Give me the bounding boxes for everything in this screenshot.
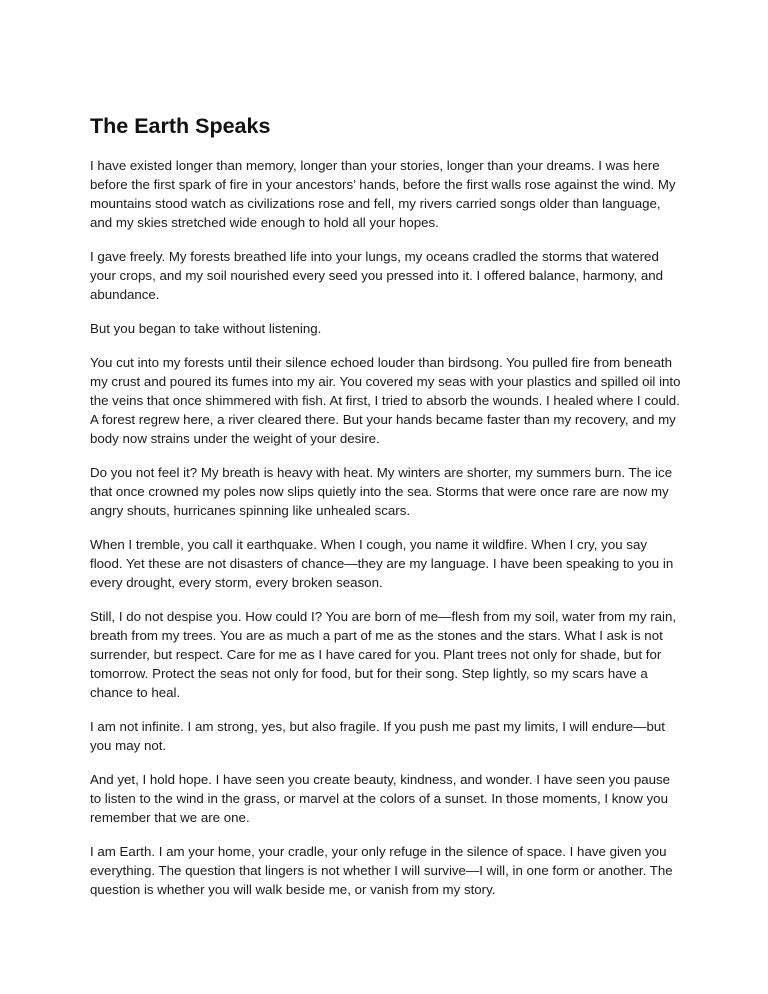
paragraph: I am not infinite. I am strong, yes, but also fragile. If you push me past my limits, I will endure—but you may not.: [90, 719, 665, 753]
paragraph: But you began to take without listening.: [90, 321, 322, 336]
document-title: The Earth Speaks: [90, 114, 271, 138]
document-page: [90, 112, 682, 914]
paragraph: You cut into my forests until their silence echoed louder than birdsong. You pulled fire from beneath my crust and poured its fumes into my air. You covered my seas with your plastics and spilled oil into the veins that once shimmered with fish. At first, I tried to absorb the wounds. I healed where I could. A forest regrew here, a river cleared there. But your hands became faster than my recovery, and my body now strains under the weight of your desire.: [90, 355, 681, 446]
paragraph: Do you not feel it? My breath is heavy with heat. My winters are shorter, my summers burn. The ice that once crowned my poles now slips quietly into the sea. Storms that were once rare are now my angry shouts, hurricanes spinning like unhealed scars.: [90, 465, 673, 518]
paragraph: I gave freely. My forests breathed life into your lungs, my oceans cradled the storms that watered your crops, and my soil nourished every seed you pressed into it. I offered balance, harmony, and abundance.: [90, 249, 664, 302]
paragraph: I have existed longer than memory, longer than your stories, longer than your dreams. I was here before the first spark of fire in your ancestors’ hands, before the first walls rose against the wind. My mountains stood watch as civilizations rose and fell, my rivers carried songs older than language, and my skies stretched wide enough to hold all your hopes.: [90, 158, 676, 230]
paragraph: I am Earth. I am your home, your cradle, your only refuge in the silence of space. I have given you everything. The question that lingers is not whether I will survive—I will, in one form or another. The question is whether you will walk beside me, or vanish from my story.: [90, 844, 673, 897]
paragraph: Still, I do not despise you. How could I? You are born of me—flesh from my soil, water from my rain, breath from my trees. You are as much a part of me as the stones and the stars. What I ask is not surrender, but respect. Care for me as I have cared for you. Plant trees not only for shade, but for tomorrow. Protect the seas not only for food, but for their song. Step lightly, so my scars have a chance to heal.: [90, 609, 677, 700]
paragraph: And yet, I hold hope. I have seen you create beauty, kindness, and wonder. I have seen you pause to listen to the wind in the grass, or marvel at the colors of a sunset. In those moments, I know you remember that we are one.: [90, 772, 671, 825]
paragraph: When I tremble, you call it earthquake. When I cough, you name it wildfire. When I cry, you say flood. Yet these are not disasters of chance—they are my language. I have been speaking to you in every drought, every storm, every broken season.: [90, 537, 674, 590]
